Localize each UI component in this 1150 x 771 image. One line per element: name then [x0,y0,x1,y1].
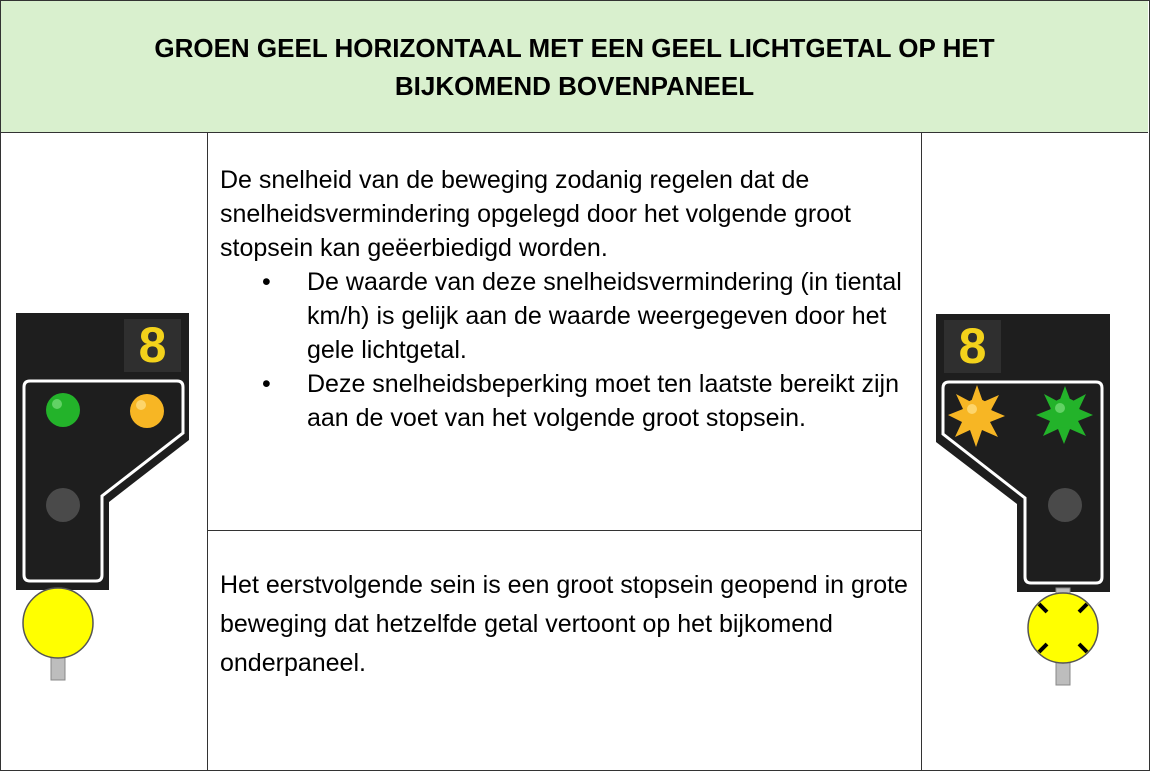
right-signal-illustration [935,312,1115,690]
column-divider-left [207,132,208,770]
bullet-text: De waarde van deze snelheidsvermindering (in tiental km/h) is gelijk aan de waarde weergegeven door het gele lichtgetal. [307,268,902,364]
dark-lamp [46,488,80,522]
description-bullets [220,265,910,435]
panel-number: 8 [138,317,167,373]
yellow-plate [1028,593,1098,663]
bullet-marker: • [262,268,271,296]
description-cell [220,163,910,435]
row-divider [207,530,922,531]
green-lamp [46,393,80,427]
page-title: GROEN GEEL HORIZONTAAL MET EEN GEEL LICHTGETAL OP HET BIJKOMEND BOVENPANEEL [154,32,995,101]
dark-lamp [1048,488,1082,522]
column-divider-right [921,132,922,770]
signal-head [936,377,1110,592]
list-item [220,265,910,367]
description-intro: De snelheid van de beweging zodanig regelen dat de snelheidsvermindering opgelegd door het volgende groot stopsein kan geëerbiedigd worden. [220,166,851,262]
header [1,1,1148,133]
list-item [220,367,910,435]
next-signal-cell [220,566,910,683]
yellow-plate [23,588,93,658]
yellow-lamp [130,394,164,428]
left-signal-illustration [14,310,194,685]
next-signal-text: Het eerstvolgende sein is een groot stopsein geopend in grote beweging dat hetzelfde getal vertoont op het bijkomend onderpaneel. [220,571,908,677]
bullet-text: Deze snelheidsbeperking moet ten laatste bereikt zijn aan de voet van het volgende groot stopsein. [307,370,900,432]
bullet-marker: • [262,370,271,398]
panel-number: 8 [958,318,987,374]
